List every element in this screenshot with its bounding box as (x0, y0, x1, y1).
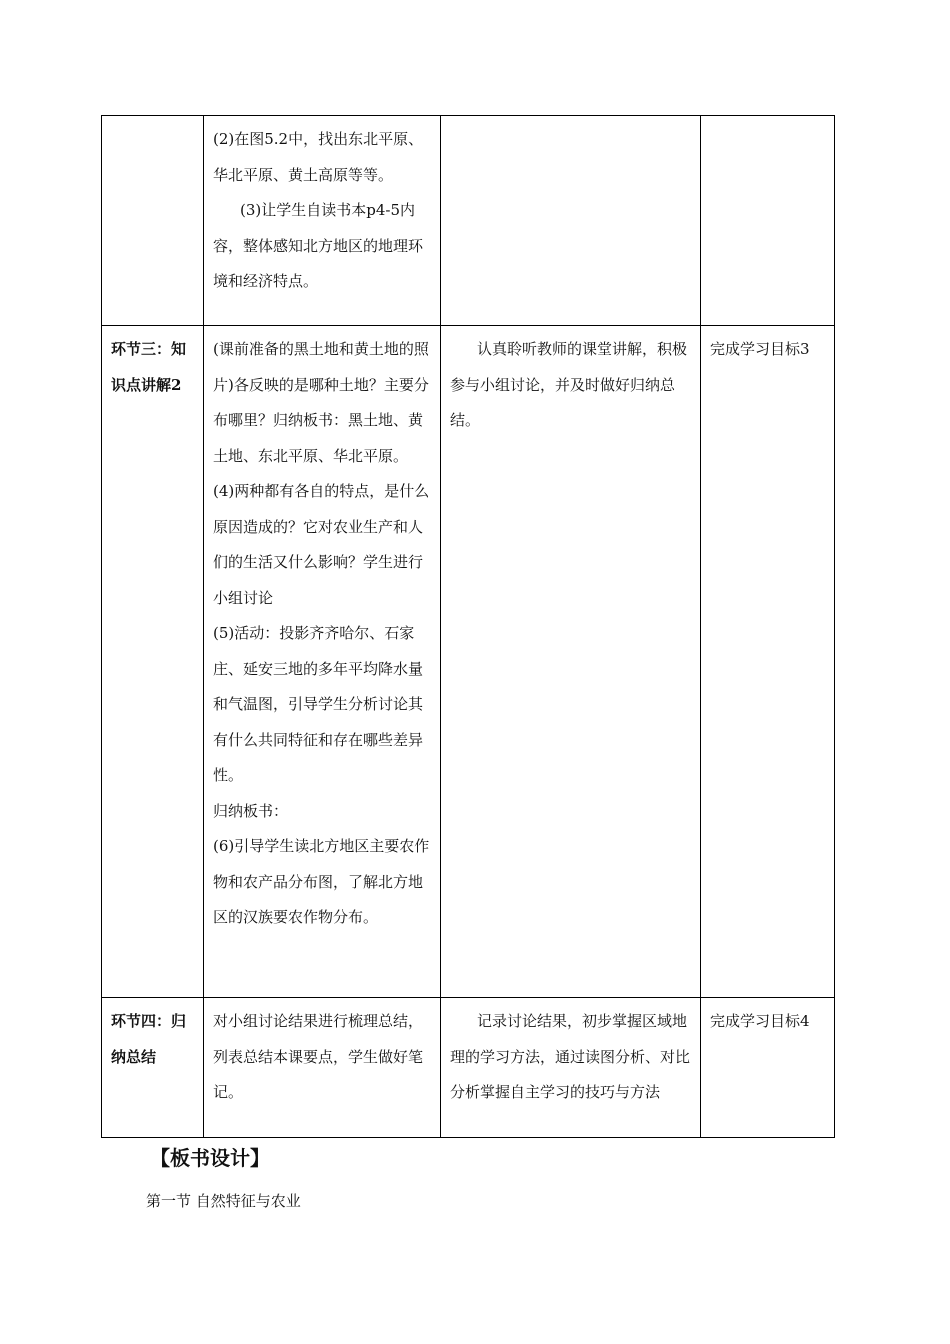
goal-cell (701, 116, 835, 326)
teacher-step: 对小组讨论结果进行梳理总结，列表总结本课要点，学生做好笔记。 (213, 1012, 424, 1101)
teacher-activity-cell (204, 998, 441, 1138)
table-row (102, 116, 835, 326)
table-row (102, 998, 835, 1138)
stage-cell: 环节三：知识点讲解2 (102, 326, 204, 998)
student-activity-cell (441, 116, 701, 326)
table-row (102, 326, 835, 998)
subsection-title: 第一节 自然特征与农业 (146, 1192, 301, 1210)
student-activity-cell: 记录讨论结果，初步掌握区域地理的学习方法，通过读图分析、对比分析掌握自主学习的技巧与方法 (441, 998, 701, 1138)
stage-cell: 环节四：归纳总结 (102, 998, 204, 1138)
teacher-activity-cell (204, 326, 441, 998)
student-activity-cell: 认真聆听教师的课堂讲解，积极参与小组讨论，并及时做好归纳总结。 (441, 326, 701, 998)
teacher-step: (5)活动：投影齐齐哈尔、石家庄、延安三地的多年平均降水量和气温图，引导学生分析讨论其有什么共同特征和存在哪些差异性。 (213, 624, 424, 784)
goal-cell: 完成学习目标4 (701, 998, 835, 1138)
teacher-step: (课前准备的黑土地和黄土地的照片)各反映的是哪种土地？主要分布哪里？归纳板书：黑土地、黄土地、东北平原、华北平原。 (213, 340, 429, 465)
teacher-step: (2)在图5.2中，找出东北平原、华北平原、黄土高原等等。 (213, 130, 424, 184)
goal-cell: 完成学习目标3 (701, 326, 835, 998)
teacher-step: (4)两种都有各自的特点，是什么原因造成的？它对农业生产和人们的生活又什么影响？学生进行小组讨论 (213, 482, 430, 607)
lesson-plan-table (101, 115, 835, 1138)
teacher-step: (3)让学生自读书本p4-5内容，整体感知北方地区的地理环境和经济特点。 (213, 201, 424, 290)
section-heading: 【板书设计】 (150, 1146, 270, 1170)
teacher-activity-cell (204, 116, 441, 326)
stage-cell (102, 116, 204, 326)
teacher-step: 归纳板书： (213, 801, 289, 820)
teacher-step: (6)引导学生读北方地区主要农作物和农产品分布图，了解北方地区的汉族要农作物分布。 (213, 837, 430, 926)
